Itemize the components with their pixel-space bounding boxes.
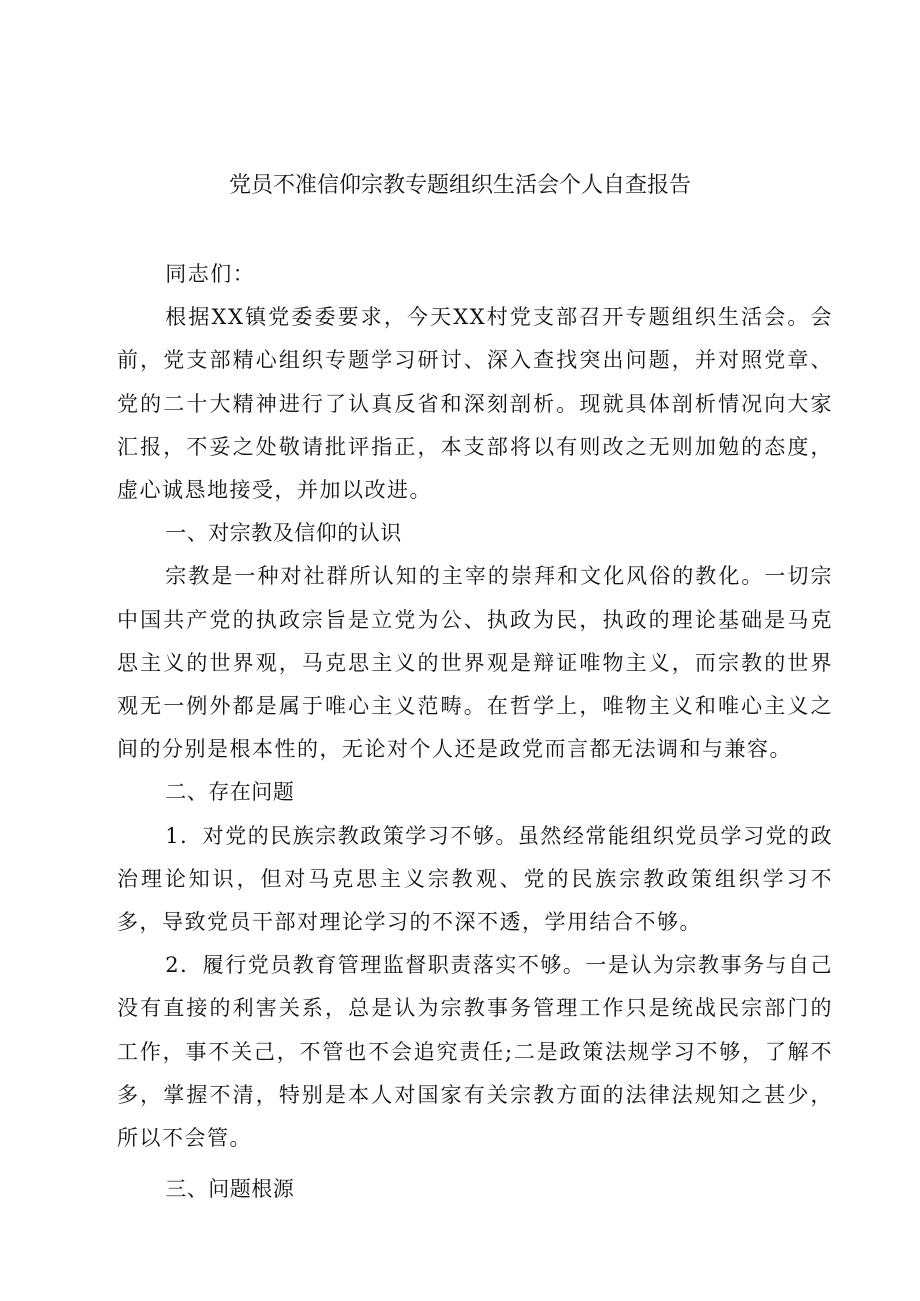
section-heading-1: 一、对宗教及信仰的认识 [165, 521, 402, 546]
section-2-paragraph-2: 2．履行党员教育管理监督职责落实不够。一是认为宗教事务与自己没有直接的利害关系，总是认为宗教事务管理工作只是统战民宗部门的工作，事不关己，不管也不会追究责任;二是政策法规学习不够，了解不多，掌握不清，特别是本人对国家有关宗教方面的法律法规知之甚少，所以不会管。 [117, 953, 833, 1151]
section-1-paragraph-1: 宗教是一种对社群所认知的主宰的崇拜和文化风俗的教化。一切宗中国共产党的执政宗旨是立党为公、执政为民，执政的理论基础是马克思主义的世界观，马克思主义的世界观是辩证唯物主义，而宗教的世界观无一例外都是属于唯心主义范畴。在哲学上，唯物主义和唯心主义之间的分别是根本性的，无论对个人还是政党而言都无法调和与兼容。 [117, 564, 833, 762]
document-body [117, 253, 833, 1211]
section-2-paragraph-1: 1．对党的民族宗教政策学习不够。虽然经常能组织党员学习党的政治理论知识，但对马克思主义宗教观、党的民族宗教政策组织学习不多，导致党员干部对理论学习的不深不透，学用结合不够。 [117, 823, 833, 935]
intro-paragraph: 根据XX镇党委委要求，今天XX村党支部召开专题组织生活会。会前，党支部精心组织专题学习研讨、深入查找突出问题，并对照党章、党的二十大精神进行了认真反省和深刻剖析。现就具体剖析情况向大家汇报，不妥之处敬请批评指正，本支部将以有则改之无则加勉的态度，虚心诚恳地接受，并加以改进。 [117, 305, 833, 503]
section-heading-3: 三、问题根源 [165, 1177, 295, 1202]
section-heading-2: 二、存在问题 [165, 780, 295, 805]
salutation: 同志们： [165, 262, 256, 286]
document-title: 党员不准信仰宗教专题组织生活会个人自查报告 [228, 173, 691, 198]
